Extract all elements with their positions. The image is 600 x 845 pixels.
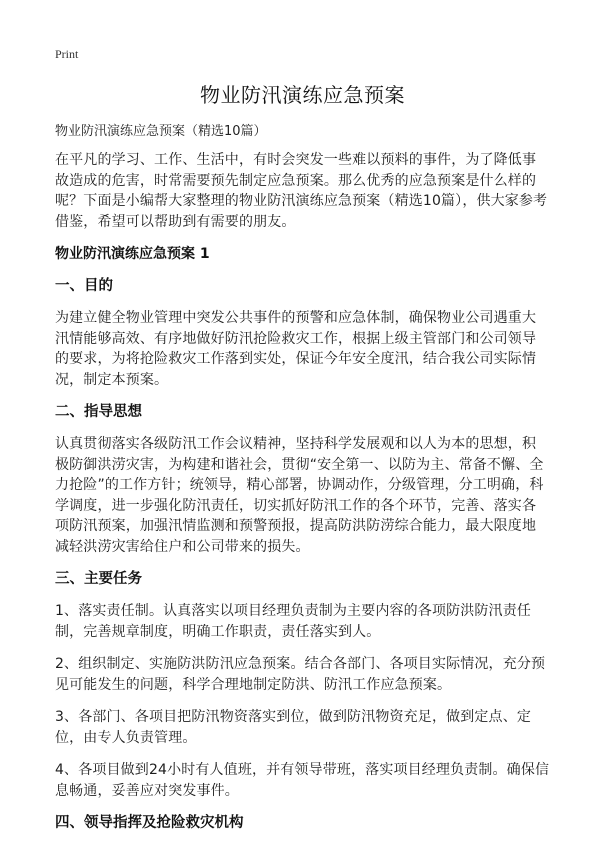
heading-main-tasks: 三、主要任务 bbox=[55, 571, 142, 587]
paragraph-guiding-principles: 认真贯彻落实各级防汛工作会议精神，坚持科学发展观和以人为本的思想，积极防御洪涝灾害，为构建和谐社会，贯彻“安全第一、以防为主、常备不懈、全力抢险”的工作方针；统领导，精心部署，协调动作，分级管理，分工明确，科学调度，进一步强化防汛责任，切实抓好防汛工作的各个环节，完善、落实各项防汛预案，加强汛情监测和预警预报，提高防洪防涝综合能力，最大限度地减轻洪涝灾害给住户和公司带来的损失。 bbox=[55, 436, 544, 555]
task-item-3: 3、各部门、各项目把防汛物资落实到位，做到防汛物资充足，做到定点、定位，由专人负责管理。 bbox=[55, 709, 532, 746]
heading-purpose: 一、目的 bbox=[55, 278, 113, 294]
paragraph-purpose: 为建立健全物业管理中突发公共事件的预警和应急体制，确保物业公司遇重大汛情能够高效、有序地做好防汛抢险救灾工作，根据上级主管部门和公司领导的要求，为将抢险救灾工作落到实处，保证今年安全度汛，结合我公司实际情况，制定本预案。 bbox=[55, 310, 537, 388]
print-label[interactable]: Print bbox=[55, 47, 79, 61]
heading-leadership-organization: 四、领导指挥及抢险救灾机构 bbox=[55, 815, 244, 831]
task-item-2: 2、组织制定、实施防洪防汛应急预案。结合各部门、各项目实际情况，充分预见可能发生的问题，科学合理地制定防洪、防汛工作应急预案。 bbox=[55, 656, 546, 693]
heading-guiding-principles: 二、指导思想 bbox=[55, 404, 142, 420]
intro-paragraph: 在平凡的学习、工作、生活中，有时会突发一些难以预料的事件，为了降低事故造成的危害，时常需要预先制定应急预案。那么优秀的应急预案是什么样的呢？下面是小编帮大家整理的物业防汛演练应急预案（精选10篇），供大家参考借鉴，希望可以帮助到有需要的朋友。 bbox=[55, 152, 548, 230]
document-subtitle: 物业防汛演练应急预案（精选10篇） bbox=[55, 124, 267, 139]
section-title: 物业防汛演练应急预案 1 bbox=[55, 246, 210, 262]
document-content bbox=[55, 150, 550, 845]
task-item-4: 4、各项目做到24小时有人值班，并有领导带班，落实项目经理负责制。确保信息畅通，妥善应对突发事件。 bbox=[55, 762, 550, 799]
task-item-1: 1、落实责任制。认真落实以项目经理负责制为主要内容的各项防洪防汛责任制，完善规章制度，明确工作职责，责任落实到人。 bbox=[55, 603, 532, 640]
document-title: 物业防汛演练应急预案 bbox=[200, 83, 405, 107]
